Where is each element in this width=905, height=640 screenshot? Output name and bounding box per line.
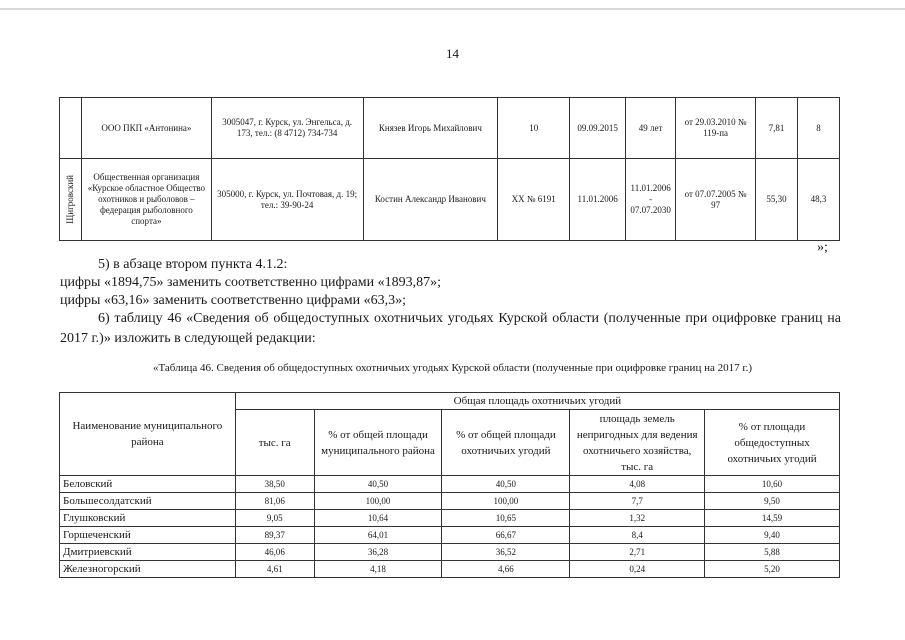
- value-cell: 9,05: [235, 510, 314, 527]
- head-cell: Князев Игорь Михайлович: [363, 98, 498, 159]
- district-name: Горшеченский: [60, 527, 236, 544]
- table-row: [60, 544, 840, 561]
- value-cell: 36,52: [442, 544, 570, 561]
- table-46: [59, 392, 840, 578]
- term-cell: 49 лет: [626, 98, 676, 159]
- value-cell: 9,40: [705, 527, 840, 544]
- item-5: 5) в абзаце втором пункта 4.1.2:: [98, 257, 288, 272]
- value-cell: 4,08: [570, 476, 705, 493]
- table-row: [60, 527, 840, 544]
- term-cell: [626, 159, 676, 241]
- org-cell: Общественная организация «Курское областное Общество охотников и рыболовов – федерация рыболовного спорта»: [81, 159, 211, 241]
- value-cell: 100,00: [442, 493, 570, 510]
- term-to: 07.07.2030: [630, 205, 671, 215]
- district-cell: [60, 159, 82, 241]
- value-cell: 100,00: [314, 493, 442, 510]
- head-cell: Костин Александр Иванович: [363, 159, 498, 241]
- table-46-caption: «Таблица 46. Сведения об общедоступных охотничьих угодьях Курской области (полученные при оцифровке границ на 2017 г.): [152, 362, 753, 374]
- value-cell: 0,24: [570, 561, 705, 578]
- table-header-row: [60, 393, 840, 410]
- value-cell: 7,7: [570, 493, 705, 510]
- table-row: [60, 510, 840, 527]
- district-name: Глушковский: [60, 510, 236, 527]
- col-header: тыс. га: [235, 410, 314, 476]
- term-dash: -: [649, 194, 653, 204]
- page-number: 14: [446, 46, 459, 61]
- district-name: Беловский: [60, 476, 236, 493]
- closing-quote: »;: [817, 240, 828, 255]
- value-cell: 4,66: [442, 561, 570, 578]
- term-from: 11.01.2006: [630, 183, 671, 193]
- value-cell: 89,37: [235, 527, 314, 544]
- value-cell: 66,67: [442, 527, 570, 544]
- address-cell: 3005047, г. Курск, ул. Энгельса, д. 173, тел.: (8 4712) 734-734: [211, 98, 363, 159]
- area-cell: 55,30: [756, 159, 798, 241]
- doc-number-cell: XX № 6191: [498, 159, 570, 241]
- district-name: Дмитриевский: [60, 544, 236, 561]
- date-cell: 11.01.2006: [570, 159, 626, 241]
- col-header-group: Общая площадь охотничьих угодий: [235, 393, 839, 410]
- col-header-district: Наименование муниципального района: [60, 393, 236, 476]
- value-cell: 36,28: [314, 544, 442, 561]
- value-cell: 40,50: [442, 476, 570, 493]
- col-header: % от общей площади охотничьих угодий: [442, 410, 570, 476]
- district-name: Железногорский: [60, 561, 236, 578]
- replace-line-2: цифры «63,16» заменить соответственно цифрами «63,3»;: [60, 293, 407, 308]
- value-cell: 10,65: [442, 510, 570, 527]
- hunting-grounds-users-table: [59, 97, 840, 241]
- value-cell: 4,61: [235, 561, 314, 578]
- value-cell: 2,71: [570, 544, 705, 561]
- value-cell: 14,59: [705, 510, 840, 527]
- value-cell: 40,50: [314, 476, 442, 493]
- value-cell: 4,18: [314, 561, 442, 578]
- value-cell: 8,4: [570, 527, 705, 544]
- table-row: [60, 98, 840, 159]
- address-cell: 305000, г. Курск, ул. Почтовая, д. 19; тел.: 39-90-24: [211, 159, 363, 241]
- col-header: площадь земель непригодных для ведения охотничьего хозяйства, тыс. га: [570, 410, 705, 476]
- district-cell: [60, 98, 82, 159]
- date-cell: 09.09.2015: [570, 98, 626, 159]
- table-row: [60, 159, 840, 241]
- value-cell: 9,50: [705, 493, 840, 510]
- value-cell: 81,06: [235, 493, 314, 510]
- doc-number-cell: 10: [498, 98, 570, 159]
- value-cell: 64,01: [314, 527, 442, 544]
- value-cell: 5,88: [705, 544, 840, 561]
- order-cell: от 07.07.2005 № 97: [676, 159, 756, 241]
- area-cell: 48,3: [797, 159, 839, 241]
- area-cell: 7,81: [756, 98, 798, 159]
- value-cell: 38,50: [235, 476, 314, 493]
- area-cell: 8: [797, 98, 839, 159]
- table-row: [60, 493, 840, 510]
- table-row: [60, 476, 840, 493]
- value-cell: 46,06: [235, 544, 314, 561]
- value-cell: 1,32: [570, 510, 705, 527]
- replace-line-1: цифры «1894,75» заменить соответственно цифрами «1893,87»;: [60, 275, 442, 290]
- district-name: Большесолдатский: [60, 493, 236, 510]
- value-cell: 5,20: [705, 561, 840, 578]
- district-label: Щигровский: [64, 175, 75, 224]
- value-cell: 10,64: [314, 510, 442, 527]
- col-header: % от общей площади муниципального района: [314, 410, 442, 476]
- table-row: [60, 561, 840, 578]
- value-cell: 10,60: [705, 476, 840, 493]
- item-6: 6) таблицу 46 «Сведения об общедоступных охотничьих угодьях Курской области (полученные при оцифровке границ на 2017 г.)» изложить в следующей редакции:: [60, 311, 841, 346]
- order-cell: от 29.03.2010 № 119-па: [676, 98, 756, 159]
- page-top-border: [0, 8, 905, 10]
- col-header: % от площади общедоступных охотничьих угодий: [705, 410, 840, 476]
- org-cell: ООО ПКП «Антонина»: [81, 98, 211, 159]
